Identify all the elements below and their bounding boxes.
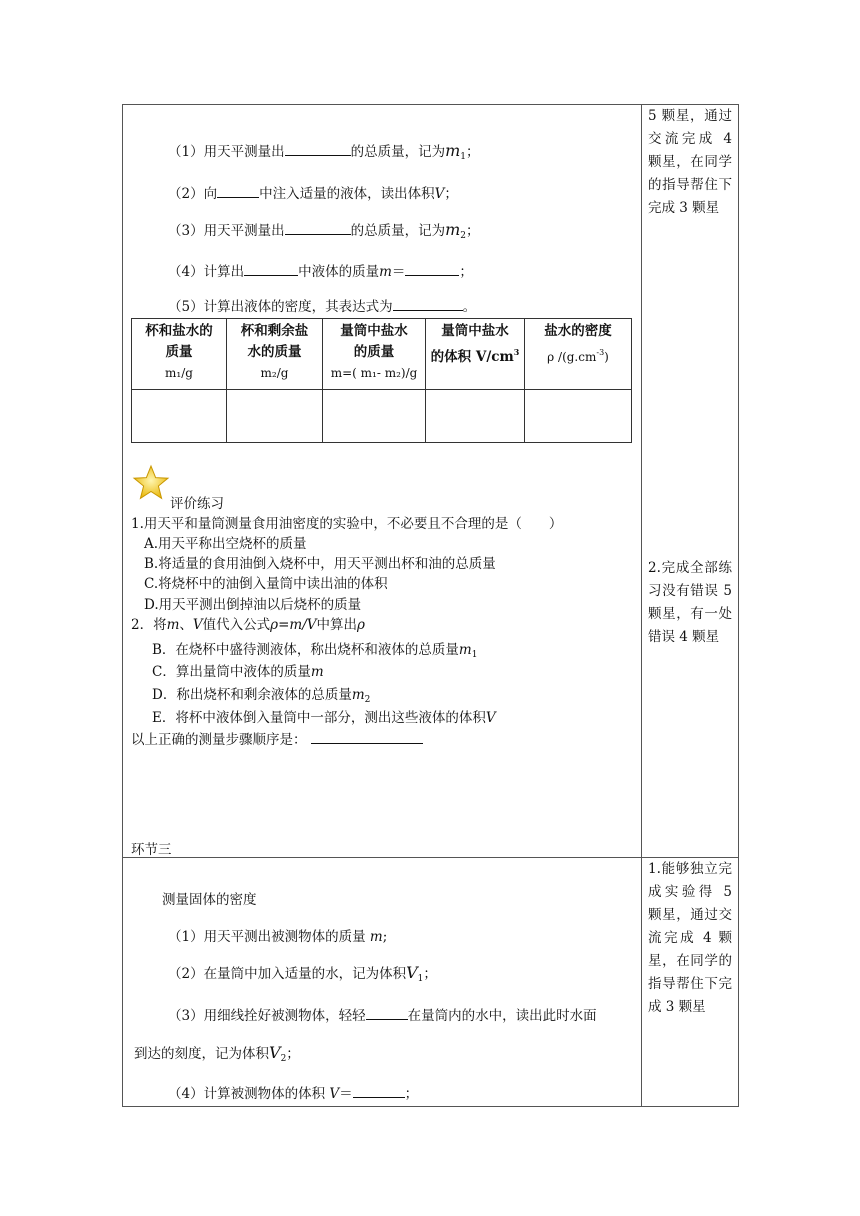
table-border-bottom (122, 1106, 739, 1107)
rating-criteria-top: 5 颗星，通过交流完成 4 颗星，在同学的指导帮住下完成 3 颗星 (648, 108, 732, 216)
table-cell (323, 390, 426, 443)
q1-option-a: A.用天平称出空烧杯的质量 (144, 536, 307, 552)
header-volume: 量筒中盐水 的体积 $V/cm^3$ (426, 319, 525, 390)
q1-option-b: B.将适量的食用油倒入烧杯中，用天平测出杯和油的总质量 (144, 556, 496, 572)
q1-option-c: C.将烧杯中的油倒入量筒中读出油的体积 (144, 576, 388, 592)
table-header-row (132, 319, 632, 390)
table-border-top (122, 104, 739, 105)
practice-title: 评价练习 (170, 496, 224, 512)
step-3: （3）用天平测量出 的总质量，记为$m_2$； (168, 220, 480, 241)
table-cell (525, 390, 632, 443)
step-4: （4）计算出 中液体的质量m＝ ； (168, 260, 473, 280)
table-cell (426, 390, 525, 443)
section-label-3: 环节三 (131, 842, 172, 858)
step-2: （2）向 中注入适量的液体，读出体积V； (168, 182, 458, 202)
solid-step-3: （3）用细线拴好被测物体，轻轻 在量筒内的水中，读出此时水面 (168, 1004, 597, 1024)
table-cell (227, 390, 323, 443)
table-row (132, 390, 632, 443)
solid-step-3-cont: 到达的刻度，记为体积$V_2$； (134, 1043, 300, 1064)
solid-step-2: （2）在量筒中加入适量的水，记为体积$V_1$； (168, 963, 437, 984)
question-2: 2．将m、V值代入公式ρ=m/V中算出ρ (131, 617, 365, 633)
q2-item-e: E．将杯中液体倒入量筒中一部分，测出这些液体的体积V (152, 710, 496, 726)
solid-step-1: （1）用天平测出被测物体的质量 m; (168, 929, 388, 945)
measurement-table (131, 318, 632, 443)
q2-answer: 以上正确的测量步骤顺序是： (131, 728, 423, 748)
header-remaining-mass: 杯和剩余盐 水的质量 m₂/g (227, 319, 323, 390)
q2-item-c: C．算出量筒中液体的质量m (152, 664, 324, 680)
header-cup-salt-mass: 杯和盐水的 质量 m₁/g (132, 319, 227, 390)
q2-item-b: B．在烧杯中盛待测液体，称出烧杯和液体的总质量$m_1$ (152, 642, 478, 660)
column-divider (641, 104, 642, 1107)
q2-item-d: D．称出烧杯和剩余液体的总质量$m_2$ (152, 687, 371, 705)
step-1: （1）用天平测量出 的总质量，记为$m_1$； (168, 141, 480, 162)
table-border-right (738, 104, 739, 1107)
solid-density-title: 测量固体的密度 (162, 892, 257, 908)
rating-criteria-solid: 1.能够独立完成实验得 5 颗星，通过交流完成 4 颗星，在同学的指导帮住下完成 3 颗星 (648, 861, 732, 1015)
header-cylinder-mass: 量筒中盐水 的质量 m=( m₁- m₂)/g (323, 319, 426, 390)
q1-option-d: D.用天平测出倒掉油以后烧杯的质量 (144, 597, 362, 613)
question-1: 1.用天平和量筒测量食用油密度的实验中，不必要且不合理的是（ ） (131, 516, 563, 532)
step-5: （5）计算出液体的密度，其表达式为 。 (168, 295, 476, 315)
row-divider (122, 857, 739, 858)
header-density: 盐水的密度 ρ $/(g.cm^{-3})$ (525, 319, 632, 390)
star-icon (132, 464, 170, 502)
table-cell (132, 390, 227, 443)
solid-step-4: （4）计算被测物体的体积 V＝ ； (168, 1082, 418, 1102)
rating-criteria-practice: 2.完成全部练习没有错误 5 颗星，有一处错误 4 颗星 (648, 560, 732, 645)
table-border-left (122, 104, 123, 1107)
